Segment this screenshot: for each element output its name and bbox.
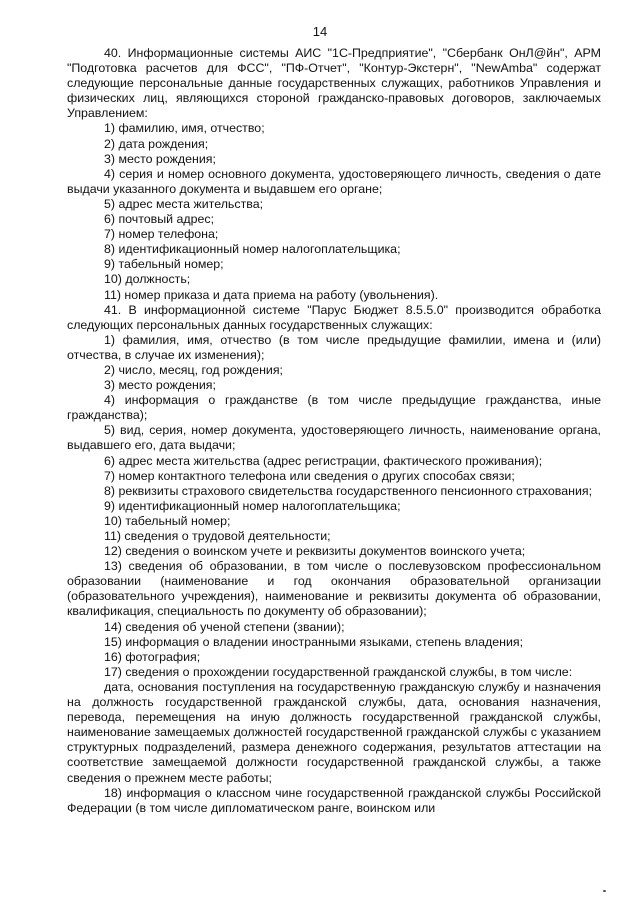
list-item: 14) сведения об ученой степени (звании);: [104, 619, 345, 634]
list-item: 18) информация о классном чине государственной гражданской службы Российской Федерации (в том числе дипломатическом ранге, воинском или: [67, 785, 601, 815]
list-item: 9) идентификационный номер налогоплательщика;: [104, 498, 401, 513]
list-item: 1) фамилию, имя, отчество;: [104, 121, 265, 136]
list-item: 3) место рождения;: [104, 378, 216, 393]
list-item: 3) место рождения;: [104, 151, 216, 166]
list-item-continuation: дата, основания поступления на государственную гражданскую службу и назначения на должность государственной гражданской службы, дата, основания назначения, перевода, перемещения на иную должность государственной гражданской службы, наименование замещаемых должностей государственной гражданской службы с указанием структурных подразделений, размера денежного содержания, результатов аттестации на соответствие замещаемой должности государственной гражданской службы, а также сведения о прежнем месте работы;: [67, 679, 601, 785]
list-item: 8) реквизиты страхового свидетельства государственного пенсионного страхования;: [104, 483, 593, 498]
list-item: 7) номер контактного телефона или сведения о других способах связи;: [104, 468, 515, 483]
document-body: [67, 46, 601, 816]
list-item: 17) сведения о прохождении государственной гражданской службы, в том числе:: [104, 664, 573, 679]
list-item: 9) табельный номер;: [104, 257, 224, 272]
list-item: 5) адрес места жительства;: [104, 196, 264, 211]
list-item: 10) должность;: [104, 272, 191, 287]
paragraph-40: 40. Информационные системы АИС "1С-Предприятие", "Сбербанк ОнЛ@йн", АРМ "Подготовка расчетов для ФСС", "ПФ-Отчет", "Контур-Экстерн", "NewAmba" содержат следующие персональные данные государственных служащих, работников Управления и физических лиц, являющихся стороной гражданско-правовых договоров, заключаемых Управлением:: [67, 46, 601, 121]
scan-artifact: [603, 890, 606, 892]
list-item: 15) информация о владении иностранными языками, степень владения;: [104, 634, 524, 649]
list-item: 8) идентификационный номер налогоплательщика;: [104, 242, 401, 257]
list-item: 6) почтовый адрес;: [104, 212, 215, 227]
list-item: 1) фамилия, имя, отчество (в том числе предыдущие фамилии, имена и (или) отчества, в случае их изменения);: [67, 332, 601, 362]
list-item: 11) сведения о трудовой деятельности;: [104, 529, 331, 543]
list-item: 6) адрес места жительства (адрес регистрации, фактического проживания);: [104, 453, 543, 468]
paragraph-41: 41. В информационной системе "Парус Бюджет 8.5.5.0" производится обработка следующих персональных данных государственных служащих:: [67, 302, 601, 332]
list-item: 7) номер телефона;: [104, 227, 219, 242]
list-item: 2) число, месяц, год рождения;: [104, 362, 283, 377]
page-number: 14: [312, 24, 328, 39]
list-item: 11) номер приказа и дата приема на работу (увольнения).: [104, 287, 439, 302]
list-item: 2) дата рождения;: [104, 136, 209, 151]
list-item: 13) сведения об образовании, в том числе о послевузовском профессиональном образовании (наименование и год окончания образовательной организации (образовательного учреждения), наименование и реквизиты документа об образовании, квалификация, специальность по документу об образовании);: [67, 559, 601, 619]
list-item: 4) информация о гражданстве (в том числе предыдущие гражданства, иные гражданства);: [67, 393, 601, 423]
list-item: 12) сведения о воинском учете и реквизиты документов воинского учета;: [104, 544, 526, 559]
list-item: 5) вид, серия, номер документа, удостоверяющего личность, наименование органа, выдавшего его, дата выдачи;: [67, 423, 601, 453]
list-item: 4) серия и номер основного документа, удостоверяющего личность, сведения о дате выдачи указанного документа и выдавшем его органе;: [67, 166, 601, 196]
list-item: 16) фотография;: [104, 649, 201, 664]
list-item: 10) табельный номер;: [104, 513, 231, 528]
